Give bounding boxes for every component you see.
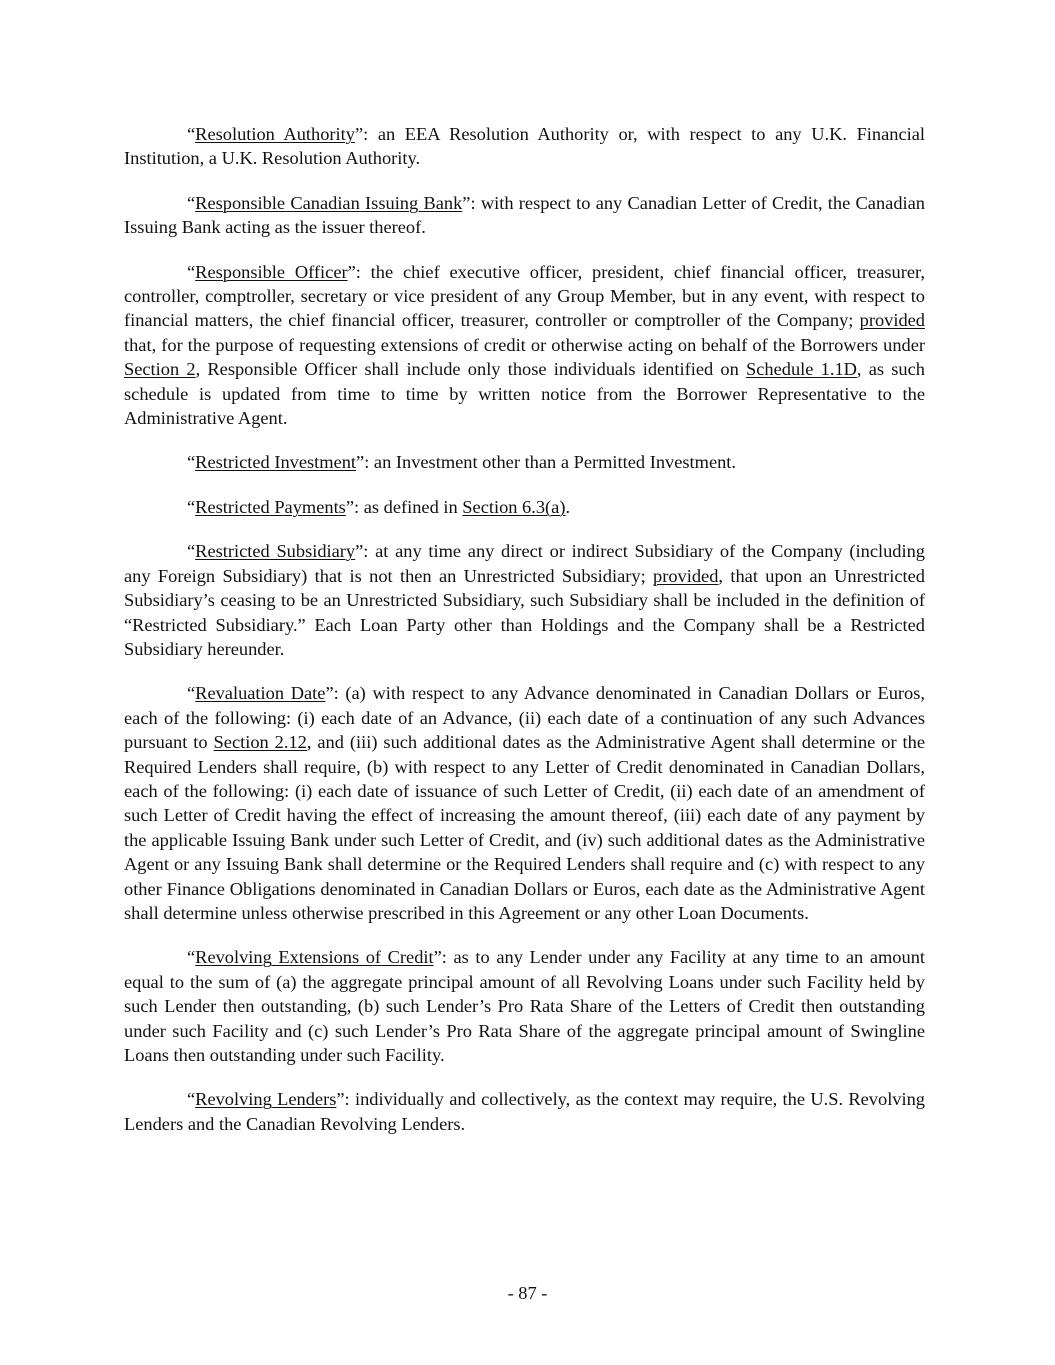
provided-term: provided xyxy=(859,310,925,331)
definition-restricted-subsidiary xyxy=(124,539,925,661)
definition-revolving-lenders xyxy=(124,1087,925,1136)
definition-text: , as such schedule is updated from time to time by written notice from the Borrower Representative to the Administrative Agent. xyxy=(124,359,925,429)
defined-term: Restricted Subsidiary xyxy=(195,541,356,562)
open-quote: “ xyxy=(187,683,196,704)
definition-text: that, for the purpose of requesting extensions of credit or otherwise acting on behalf of the Borrowers under xyxy=(124,334,925,355)
definition-revolving-extensions-of-credit xyxy=(124,945,925,1067)
definition-text: ”: the chief executive officer, president, chief financial officer, treasurer, controller, comptroller, secretary or vice president of any Group Member, but in any event, with respect to financial matters, the chief financial officer, treasurer, controller or comptroller of the Company; xyxy=(124,261,925,331)
open-quote: “ xyxy=(187,541,196,562)
document-page xyxy=(124,122,925,1156)
defined-term: Revolving Extensions of Credit xyxy=(195,947,434,968)
definition-text: , Responsible Officer shall include only those individuals identified on xyxy=(195,359,747,380)
definition-text: , that upon an Unrestricted Subsidiary’s ceasing to be an Unrestricted Subsidiary, such Subsidiary shall be included in the definition of “Restricted Subsidiary.” Each Loan Party other than Holdings and the Company shall be a Restricted Subsidiary hereunder. xyxy=(124,565,925,659)
definition-text: ”: an Investment other than a Permitted Investment. xyxy=(356,452,737,473)
definition-text: . xyxy=(565,496,571,517)
definition-text: ”: (a) with respect to any Advance denominated in Canadian Dollars or Euros, each of the following: (i) each date of an Advance, (ii) each date of a continuation of any such Advances pursuant to xyxy=(124,683,925,753)
open-quote: “ xyxy=(187,192,196,213)
definition-text: ”: as defined in xyxy=(345,496,463,517)
open-quote: “ xyxy=(187,947,196,968)
defined-term: Restricted Payments xyxy=(195,496,346,517)
open-quote: “ xyxy=(187,261,196,282)
schedule-reference: Schedule 1.1D xyxy=(746,359,857,380)
definition-text: ”: individually and collectively, as the context may require, the U.S. Revolving Lenders and the Canadian Revolving Lenders. xyxy=(124,1089,925,1134)
definition-text: ”: at any time any direct or indirect Subsidiary of the Company (including any Foreign Subsidiary) that is not then an Unrestricted Subsidiary; xyxy=(124,541,925,586)
definition-resolution-authority xyxy=(124,122,925,171)
definition-responsible-officer xyxy=(124,260,925,431)
defined-term: Resolution Authority xyxy=(195,124,355,144)
definition-restricted-investment xyxy=(124,450,925,474)
defined-term: Revaluation Date xyxy=(195,683,326,704)
defined-term: Responsible Officer xyxy=(195,261,348,282)
definition-revaluation-date xyxy=(124,681,925,925)
defined-term: Revolving Lenders xyxy=(195,1089,337,1110)
definition-text: ”: as to any Lender under any Facility at any time to an amount equal to the sum of (a) the aggregate principal amount of all Revolving Loans under such Facility held by such Lender then outstanding, (b) such Lender’s Pro Rata Share of the Letters of Credit then outstanding under such Facility and (c) such Lender’s Pro Rata Share of the aggregate principal amount of Swingline Loans then outstanding under such Facility. xyxy=(124,947,925,1065)
definition-text: , and (iii) such additional dates as the Administrative Agent shall determine or the Required Lenders shall require, (b) with respect to any Letter of Credit denominated in Canadian Dollars, each of the following: (i) each date of issuance of such Letter of Credit, (ii) each date of an amendment of such Letter of Credit having the effect of increasing the amount thereof, (iii) each date of any payment by the applicable Issuing Bank under such Letter of Credit, and (iv) such additional dates as the Administrative Agent or any Issuing Bank shall determine or the Required Lenders shall require and (c) with respect to any other Finance Obligations denominated in Canadian Dollars or Euros, each date as the Administrative Agent shall determine unless otherwise prescribed in this Agreement or any other Loan Documents. xyxy=(124,732,925,923)
open-quote: “ xyxy=(187,124,196,144)
definition-text: ”: an EEA Resolution Authority or, with respect to any U.K. Financial Institution, a U.K. Resolution Authority. xyxy=(124,124,926,169)
open-quote: “ xyxy=(187,452,196,473)
section-reference: Section 6.3(a) xyxy=(462,496,566,517)
section-reference: Section 2 xyxy=(124,359,196,380)
defined-term: Restricted Investment xyxy=(195,452,357,473)
definition-responsible-canadian-issuing-bank xyxy=(124,191,925,240)
defined-term: Responsible Canadian Issuing Bank xyxy=(195,192,463,213)
definition-restricted-payments xyxy=(124,495,925,519)
open-quote: “ xyxy=(187,1089,196,1110)
page-number: - 87 - xyxy=(507,1283,548,1303)
provided-term: provided xyxy=(653,565,719,586)
section-reference: Section 2.12 xyxy=(213,732,307,753)
definition-text: ”: with respect to any Canadian Letter of Credit, the Canadian Issuing Bank acting as the issuer thereof. xyxy=(124,192,925,238)
open-quote: “ xyxy=(187,496,196,517)
